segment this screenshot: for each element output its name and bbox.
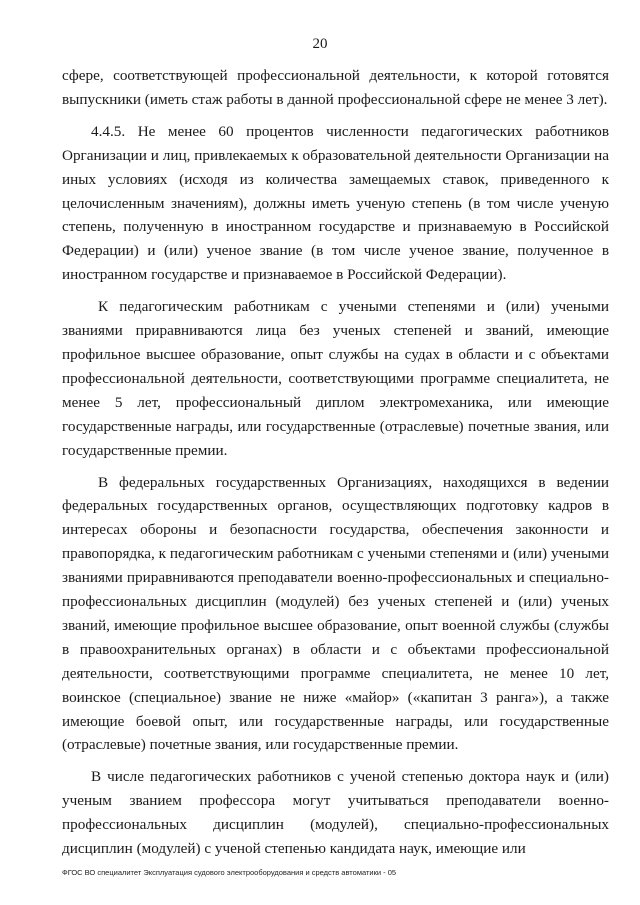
paragraph-federal-organizations: В федеральных государственных Организациях, находящихся в ведении федеральных государственных органов, осуществляющих подготовку кадров в интересах обороны и безопасности государства, обеспечения законности и правопорядка, к педагогическим работникам с учеными степенями и (или) учеными званиями приравниваются преподаватели военно-профессиональных и специально-профессиональных дисциплин (модулей) без ученых степеней и (или) ученых званий, имеющие профильное высшее образование, опыт военной службы (службы в правоохранительных органах) в области и с объектами профессиональной деятельности, соответствующими программе специалитета, не менее 10 лет, воинское (специальное) звание не ниже «майор» («капитан 3 ранга»), а также имеющие боевой опыт, или государственные награды, или государственные (отраслевые) почетные звания, или государственные премии. — [62, 473, 609, 754]
paragraph-doctors-professors: В числе педагогических работников с ученой степенью доктора наук и (или) ученым званием профессора могут учитываться преподаватели военно-профессиональных дисциплин (модулей), специально-профессиональных дисциплин (модулей) с ученой степенью кандидата наук, имеющие или — [62, 768, 609, 858]
page-number: 20 — [312, 36, 328, 52]
footer-note: ФГОС ВО специалитет Эксплуатация судового электрооборудования и средств автоматики - 05 — [62, 868, 397, 877]
document-body — [62, 64, 609, 861]
paragraph-4-4-5: 4.4.5. Не менее 60 процентов численности педагогических работников Организации и лиц, привлекаемых к образовательной деятельности Организации на иных условиях (исходя из количества замещаемых ставок, приведенного к целочисленным значениям), должны иметь ученую степень (в том числе ученую степень, полученную в иностранном государстве и признаваемую в Российской Федерации) и (или) ученое звание (в том числе ученое звание, полученное в иностранном государстве и признаваемое в Российской Федерации). — [62, 122, 609, 284]
paragraph-continuation: сфере, соответствующей профессиональной деятельности, к которой готовятся выпускники (иметь стаж работы в данной профессиональной сфере не менее 3 лет). — [62, 67, 609, 108]
paragraph-equivalence: К педагогическим работникам с учеными степенями и (или) учеными званиями приравниваются лица без ученых степеней и званий, имеющие профильное высшее образование, опыт службы на судах в области и с объектами профессиональной деятельности, соответствующими программе специалитета, не менее 5 лет, профессиональный диплом электромеханика, или имеющие государственные награды, или государственные (отраслевые) почетные звания, или государственные премии. — [62, 298, 609, 459]
